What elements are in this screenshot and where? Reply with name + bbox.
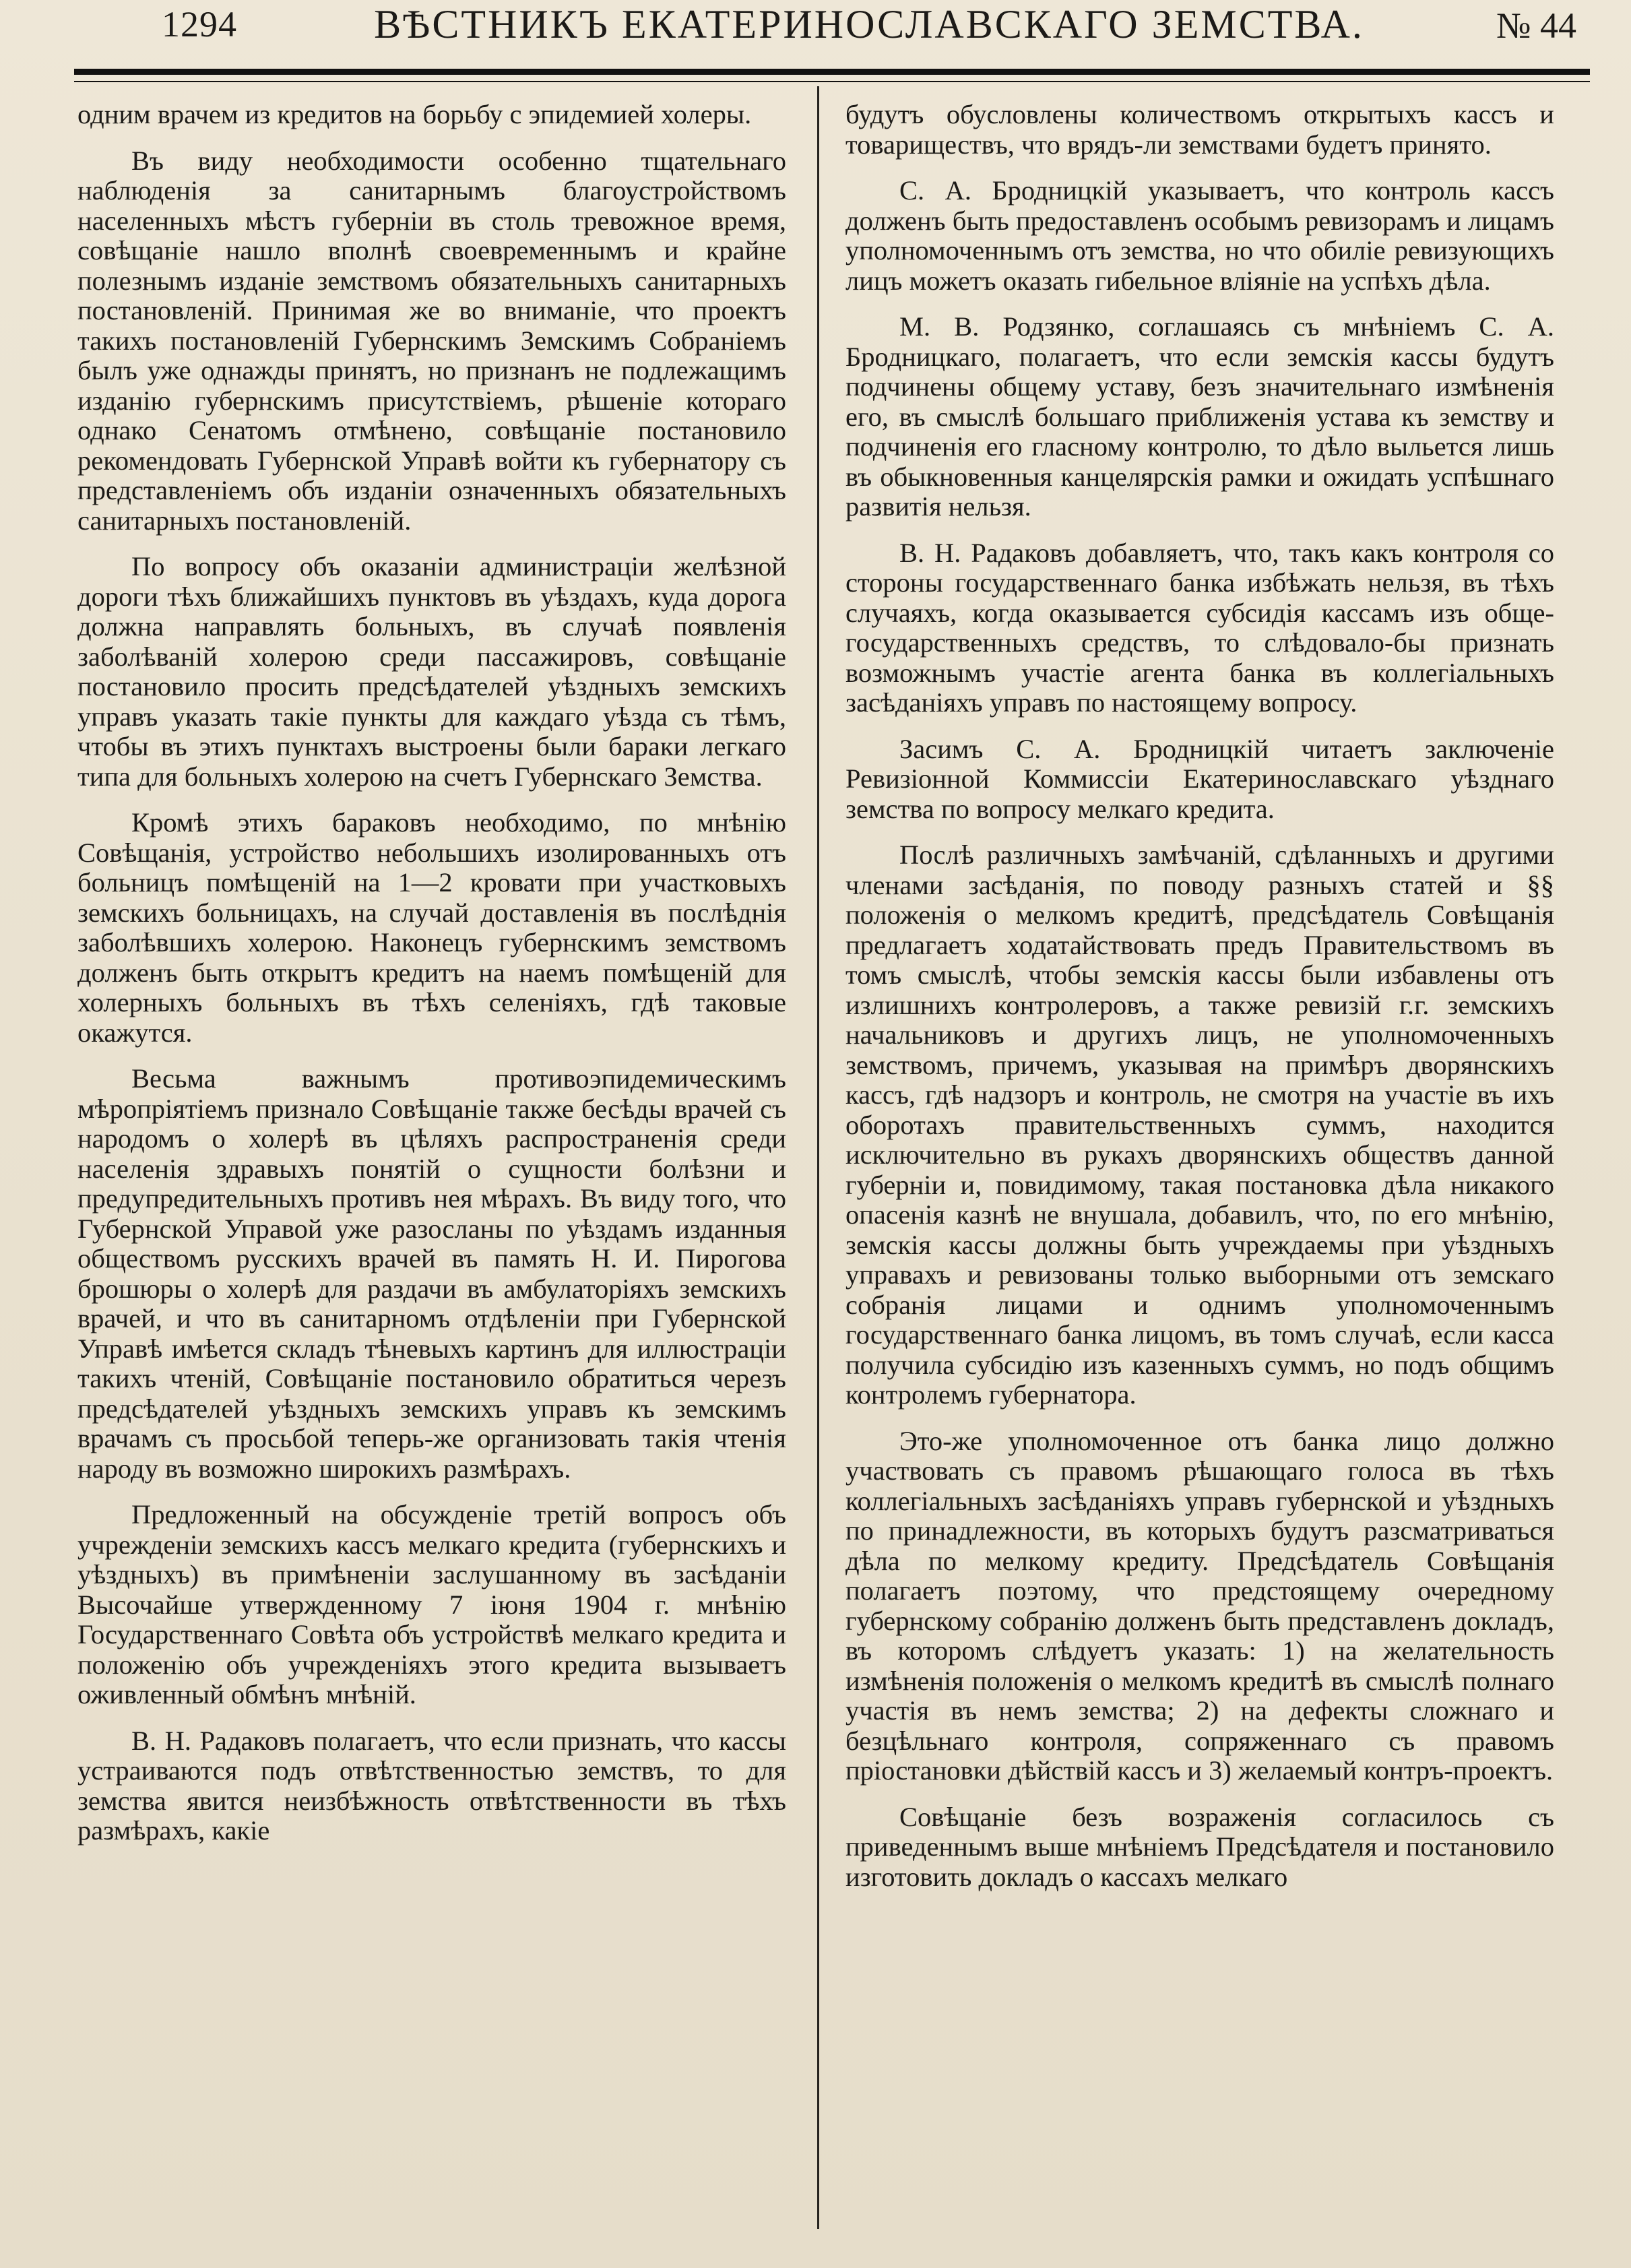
journal-title: ВѢСТНИКЪ ЕКАТЕРИНОСЛАВСКАГО ЗЕМСТВА. bbox=[374, 2, 1364, 46]
paragraph: Засимъ С. А. Бродницкій читаетъ заключеніе Ревизіонной Коммиссіи Екатеринославскаго уѣзднаго земства по вопросу мелкаго кредита. bbox=[845, 733, 1554, 824]
left-column bbox=[77, 100, 786, 2236]
paragraph: По вопросу объ оказаніи администраціи желѣзной дороги тѣхъ ближайшихъ пунктовъ въ уѣздахъ, куда дорога должна направлять больныхъ, въ случаѣ появленія заболѣваній холерою среди пассажировъ, совѣщаніе постановило просить предсѣдателей уѣздныхъ земскихъ управъ указать такіе пункты для каждаго уѣзда съ тѣмъ, чтобы въ этихъ пунктахъ выстроены были бараки легкаго типа для больныхъ холерою на счетъ Губернскаго Земства. bbox=[77, 551, 786, 792]
header-rule-thin bbox=[74, 81, 1590, 82]
right-column bbox=[845, 100, 1554, 2236]
paragraph: С. А. Бродницкій указываетъ, что контроль кассъ долженъ быть предоставленъ особымъ ревизорамъ и лицамъ уполномоченнымъ отъ земства, но что обиліе ревизующихъ лицъ можетъ оказать гибельное вліяніе на успѣхъ дѣла. bbox=[845, 175, 1554, 296]
paragraph: Въ виду необходимости особенно тщательнаго наблюденія за санитарнымъ благоустройствомъ населенныхъ мѣстъ губерніи въ столь тревожное время, совѣщаніе нашло вполнѣ своевременнымъ и крайне полезнымъ изданіе земствомъ обязательныхъ санитарныхъ постановленій. Принимая же во вниманіе, что проектъ такихъ постановленій Губернскимъ Земскимъ Собраніемъ былъ уже однажды принятъ, но признанъ не подлежащимъ изданію губернскимъ присутствіемъ, рѣшеніе котораго однако Сенатомъ отмѣнено, совѣщаніе постановило рекомендовать Губернской Управѣ войти къ губернатору съ представленіемъ объ изданіи означенныхъ обязательныхъ санитарныхъ постановленій. bbox=[77, 145, 786, 536]
page-number: 1294 bbox=[162, 4, 237, 44]
header-rule-thick bbox=[74, 69, 1590, 75]
paragraph: В. Н. Радаковъ полагаетъ, что если признать, что кассы устраиваются подъ отвѣтственностью земствъ, то для земства явится неизбѣжность отвѣтственности въ тѣхъ размѣрахъ, какіе bbox=[77, 1725, 786, 1846]
paragraph: Совѣщаніе безъ возраженія согласилось съ приведеннымъ выше мнѣніемъ Предсѣдателя и постановило изготовить докладъ о кассахъ мелкаго bbox=[845, 1801, 1554, 1892]
paragraph: В. Н. Радаковъ добавляетъ, что, такъ какъ контроля со стороны государственнаго банка избѣжать нельзя, въ тѣхъ случаяхъ, когда оказывается субсидія кассамъ изъ обще-государственныхъ средствъ, то слѣдовало-бы признать возможнымъ участіе агента банка въ коллегіальныхъ засѣданіяхъ управъ по настоящему вопросу. bbox=[845, 537, 1554, 718]
paragraph: одним врачем из кредитов на борьбу с эпидемией холеры. bbox=[77, 100, 752, 129]
paragraph: Предложенный на обсужденіе третій вопросъ объ учрежденіи земскихъ кассъ мелкаго кредита (губернскихъ и уѣздныхъ) въ примѣненіи заслушанному въ засѣданіи Высочайше утвержденному 7 іюня 1904 г. мнѣнію Государственнаго Совѣта объ устройствѣ мелкаго кредита и положенію объ учрежденіяхъ этого кредита вызываетъ оживленный обмѣнъ мнѣній. bbox=[77, 1499, 786, 1709]
page-header bbox=[74, 0, 1590, 59]
paragraph: Кромѣ этихъ бараковъ необходимо, по мнѣнію Совѣщанія, устройство небольшихъ изолированныхъ отъ больницъ помѣщеній на 1—2 кровати при участковыхъ земскихъ больницахъ, на случай доставленія въ послѣднія заболѣвшихъ холерою. Наконецъ губернскимъ земствомъ долженъ быть открытъ кредитъ на наемъ помѣщеній для холерныхъ больныхъ въ тѣхъ селеніяхъ, гдѣ таковые окажутся. bbox=[77, 807, 786, 1048]
issue-number: № 44 bbox=[1496, 5, 1576, 46]
paragraph: Послѣ различныхъ замѣчаній, сдѣланныхъ и другими членами засѣданія, по поводу разныхъ статей и §§ положенія о мелкомъ кредитѣ, предсѣдатель Совѣщанія предлагаетъ ходатайствовать предъ Правительствомъ въ томъ смыслѣ, чтобы земскія кассы были избавлены отъ излишнихъ контролеровъ, а также ревизій г.г. земскихъ начальниковъ и другихъ лицъ, не уполномоченныхъ земствомъ, причемъ, указывая на примѣръ дворянскихъ кассъ, гдѣ надзоръ и контроль, не смотря на участіе въ ихъ оборотахъ правительственныхъ суммъ, находится исключительно въ рукахъ дворянскихъ обществъ данной губерніи и, повидимому, такая постановка дѣла никакого опасенія казнѣ не внушала, добавилъ, что, по его мнѣнію, земскія кассы должны быть учреждаемы при уѣздныхъ управахъ и ревизованы только выборными отъ земскаго собранія лицами и однимъ уполномоченнымъ государственнаго банка лицомъ, въ томъ случаѣ, если касса получила субсидію изъ казенныхъ суммъ, но подъ общимъ контролемъ губернатора. bbox=[845, 840, 1554, 1410]
column-divider bbox=[817, 86, 819, 2229]
paragraph: Весьма важнымъ противоэпидемическимъ мѣропріятіемъ признало Совѣщаніе также бесѣды врачей съ народомъ о холерѣ въ цѣляхъ распространенія среди населенія здравыхъ понятій о сущности болѣзни и предупредительныхъ противъ нея мѣрахъ. Въ виду того, что Губернской Управой уже разосланы по уѣздамъ изданныя обществомъ русскихъ врачей въ память Н. И. Пирогова брошюры о холерѣ для раздачи въ амбулаторіяхъ земскихъ врачей, и что въ санитарномъ отдѣленіи при Губернской Управѣ имѣется складъ тѣневыхъ картинъ для иллюстраціи такихъ чтеній, Совѣщаніе постановило обратиться черезъ предсѣдателей уѣздныхъ земскихъ управъ къ земскимъ врачамъ съ просьбой теперь-же организовать такія чтенія народу въ возможно широкихъ размѣрахъ. bbox=[77, 1063, 786, 1484]
paragraph: будутъ обусловлены количествомъ открытыхъ кассъ и товариществъ, что врядъ-ли земствами будетъ принято. bbox=[845, 100, 1554, 160]
paragraph: Это-же уполномоченное отъ банка лицо должно участвовать съ правомъ рѣшающаго голоса въ тѣхъ коллегіальныхъ засѣданіяхъ управъ губернской и уѣздныхъ по принадлежности, въ которыхъ будутъ разсматриваться дѣла по мелкому кредиту. Предсѣдатель Совѣщанія полагаетъ поэтому, что предстоящему очередному губернскому собранію долженъ быть представленъ докладъ, въ которомъ слѣдуетъ указать: 1) на желательность измѣненія положенія о мелкомъ кредитѣ въ смыслѣ полнаго участія въ немъ земства; 2) на дефекты сложнаго и безцѣльнаго контроля, сопряженнаго съ правомъ пріостановки дѣйствій кассъ и 3) желаемый контръ-проектъ. bbox=[845, 1425, 1554, 1786]
paragraph: М. В. Родзянко, соглашаясь съ мнѣніемъ С. А. Бродницкаго, полагаетъ, что если земскія кассы будутъ подчинены общему уставу, безъ значительнаго измѣненія его, въ смыслѣ большаго приближенія устава къ земству и подчиненія его гласному контролю, то дѣло выльется лишь въ обыкновенныя канцелярскія рамки и ожидать успѣшнаго развитія нельзя. bbox=[845, 311, 1554, 522]
